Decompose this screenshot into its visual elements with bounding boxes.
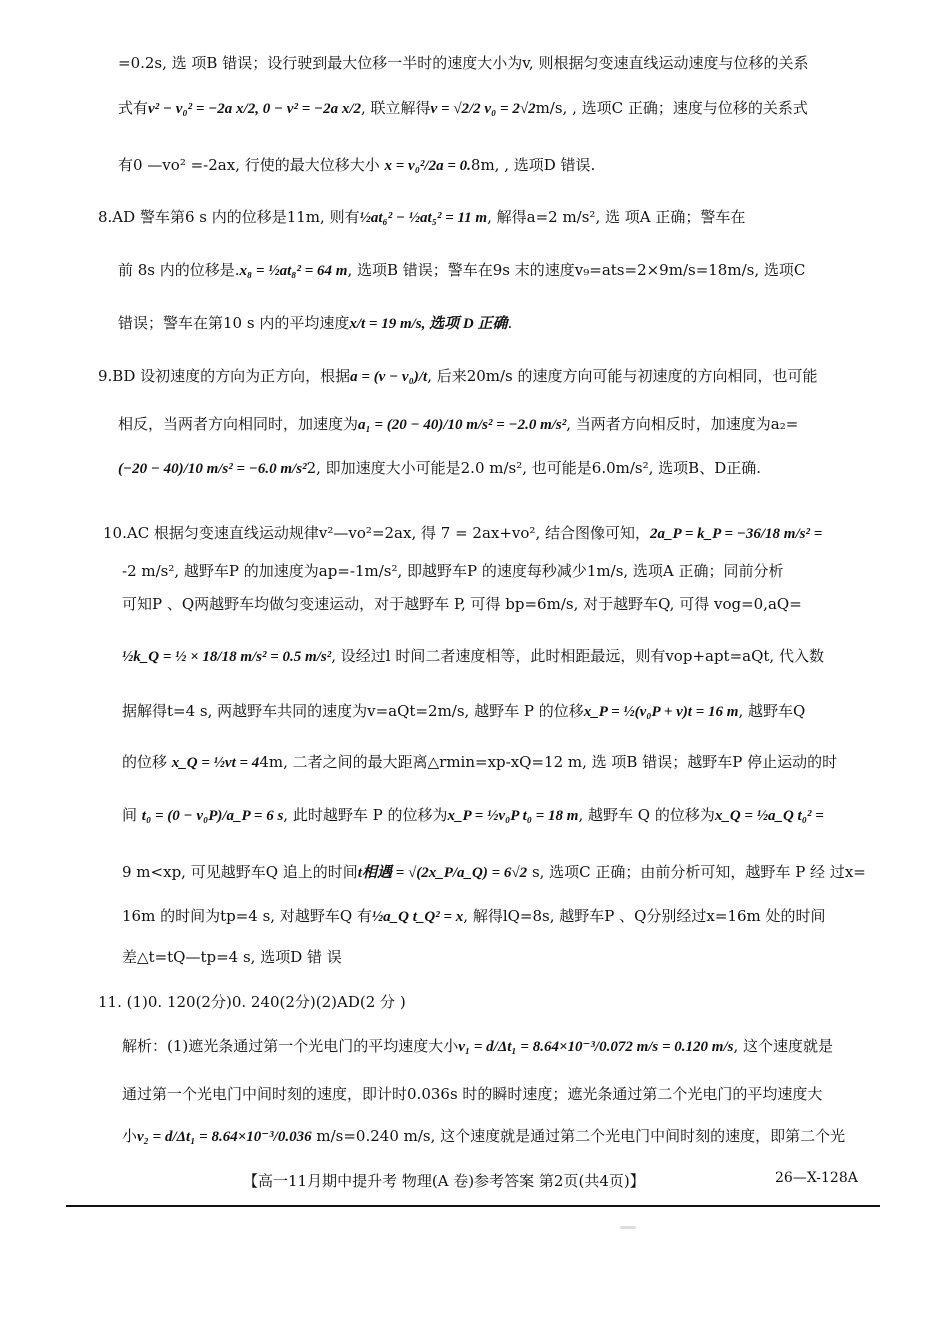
text-line: -2 m/s², 越野车P 的加速度为ap=-1m/s², 即越野车P 的速度每秒减少1m/s, 选项A 正确；同前分析 — [122, 562, 784, 580]
text-line: 的位移 x_Q = ½vt = 44m, 二者之间的最大距离△rmin=xp-xQ=12 m, 选 项B 错误；越野车P 停止运动的时 — [122, 753, 838, 771]
formula: t相遇 = √(2x_P/a_Q) = 6√2 — [357, 865, 528, 881]
formula: x_P = ½v₀P t₀ = 18 m — [447, 808, 579, 824]
text-line: 16m 的时间为tp=4 s, 对越野车Q 有½a_Q t_Q² = x, 解得lQ=8s, 越野车P 、Q分别经过x=16m 处的时间 — [122, 907, 826, 925]
formula: x/t = 19 m/s, 选项 D 正确 — [349, 316, 508, 332]
formula: a = (v − v₀)/t — [350, 369, 428, 385]
text-line: 差△t=tQ—tp=4 s, 选项D 错 误 — [122, 948, 342, 966]
formula: x = v₀²/2a = 0. — [384, 158, 471, 174]
text-line: 8.AD 警车第6 s 内的位移是11m, 则有½at₆² − ½at₅² = 11 m, 解得a=2 m/s², 选 项A 正确；警车在 — [98, 208, 746, 226]
page-footer-title: 【高一11月期中提升考 物理(A 卷)参考答案 第2页(共4页)】 — [243, 1172, 645, 1190]
text-line: ½k_Q = ½ × 18/18 m/s² = 0.5 m/s², 设经过l 时间二者速度相等，此时相距最远，则有vop+apt=aQt, 代入数 — [122, 647, 824, 665]
formula: ½a_Q t_Q² = x — [371, 909, 464, 925]
formula: v₁ = d/Δt₁ = 8.64×10⁻³/0.072 m/s = 0.120 m/s — [458, 1039, 734, 1055]
text-line: =0.2s, 选 项B 错误；设行驶到最大位移一半时的速度大小为v, 则根据匀变速直线运动速度与位移的关系 — [118, 54, 809, 72]
text-line: 小v₂ = d/Δt₁ = 8.64×10⁻³/0.036 m/s=0.240 m/s, 这个速度就是通过第二个光电门中间时刻的速度，即第二个光 — [122, 1127, 846, 1145]
formula: a₁ = (20 − 40)/10 m/s² = −2.0 m/s² — [358, 417, 567, 433]
text-line: 有0 —vo² =-2ax, 行使的最大位移大小 x = v₀²/2a = 0.8m, , 选项D 错误. — [118, 156, 596, 174]
formula: v² − v₀² = −2a x/2, 0 − v² = −2a x/2 — [148, 101, 361, 117]
formula: x_Q = ½vt = 4 — [171, 755, 260, 771]
formula: v₂ = d/Δt₁ = 8.64×10⁻³/0.036 — [137, 1129, 312, 1145]
text-line: 相反，当两者方向相同时，加速度为a₁ = (20 − 40)/10 m/s² = −2.0 m/s², 当两者方向相反时，加速度为a₂= — [118, 415, 799, 433]
formula: (−20 − 40)/10 m/s² = −6.0 m/s² — [118, 461, 307, 477]
text-line: 通过第一个光电门中间时刻的速度，即计时0.036s 时的瞬时速度；遮光条通过第二个光电门的平均速度大 — [122, 1085, 823, 1103]
footer-divider — [66, 1205, 880, 1207]
text-line: (−20 − 40)/10 m/s² = −6.0 m/s²2, 即加速度大小可能是2.0 m/s², 也可能是6.0m/s², 选项B、D正确. — [118, 459, 761, 477]
formula: t₀ = (0 − v₀P)/a_P = 6 s — [141, 808, 284, 824]
text-line: 9.BD 设初速度的方向为正方向，根据a = (v − v₀)/t, 后来20m/s 的速度方向可能与初速度的方向相同，也可能 — [98, 367, 818, 385]
text-line: 前 8s 内的位移是.x₈ = ½at₈² = 64 m, 选项B 错误；警车在9s 末的速度v₉=ats=2×9m/s=18m/s, 选项C — [118, 261, 806, 279]
text-line: 11. (1)0. 120(2分)0. 240(2分)(2)AD(2 分 ) — [98, 993, 406, 1011]
text-line: 错误；警车在第10 s 内的平均速度x/t = 19 m/s, 选项 D 正确. — [118, 314, 513, 332]
formula: ½at₆² − ½at₅² = 11 m — [359, 210, 488, 226]
text-line: 式有v² − v₀² = −2a x/2, 0 − v² = −2a x/2, 联立解得v = √2/2 v₀ = 2√2m/s, , 选项C 正确；速度与位移的关系式 — [118, 99, 808, 117]
text-line: 9 m<xp, 可见越野车Q 追上的时间t相遇 = √(2x_P/a_Q) = 6√2 s, 选项C 正确；由前分析可知，越野车 P 经 过x= — [122, 863, 866, 881]
formula: ½k_Q = ½ × 18/18 m/s² = 0.5 m/s² — [122, 649, 332, 665]
formula: 2a_P = k_P = −36/18 m/s² = — [649, 526, 823, 542]
document-code: 26—X-128A — [775, 1170, 858, 1186]
scan-artifact — [620, 1226, 636, 1229]
formula: v = √2/2 v₀ = 2√2 — [430, 101, 536, 117]
text-line: 间 t₀ = (0 − v₀P)/a_P = 6 s, 此时越野车 P 的位移为x_P = ½v₀P t₀ = 18 m, 越野车 Q 的位移为x_Q = ½a_Q t₀² = — [122, 806, 824, 824]
text-line: 解析：(1)遮光条通过第一个光电门的平均速度大小v₁ = d/Δt₁ = 8.64×10⁻³/0.072 m/s = 0.120 m/s, 这个速度就是 — [122, 1037, 834, 1055]
text-line: 可知P 、Q两越野车均做匀变速运动，对于越野车 P, 可得 bp=6m/s, 对于越野车Q, 可得 vog=0,aQ= — [122, 595, 802, 613]
text-line: 10.AC 根据匀变速直线运动规律v²—vo²=2ax, 得 7 = 2ax+vo², 结合图像可知，2a_P = k_P = −36/18 m/s² = — [103, 524, 823, 542]
formula: x_Q = ½a_Q t₀² = — [714, 808, 824, 824]
formula: x₈ = ½at₈² = 64 m — [239, 263, 348, 279]
formula: x_P = ½(v₀P + v)t = 16 m — [583, 704, 739, 720]
text-line: 据解得t=4 s, 两越野车共同的速度为v=aQt=2m/s, 越野车 P 的位移x_P = ½(v₀P + v)t = 16 m, 越野车Q — [122, 702, 806, 720]
